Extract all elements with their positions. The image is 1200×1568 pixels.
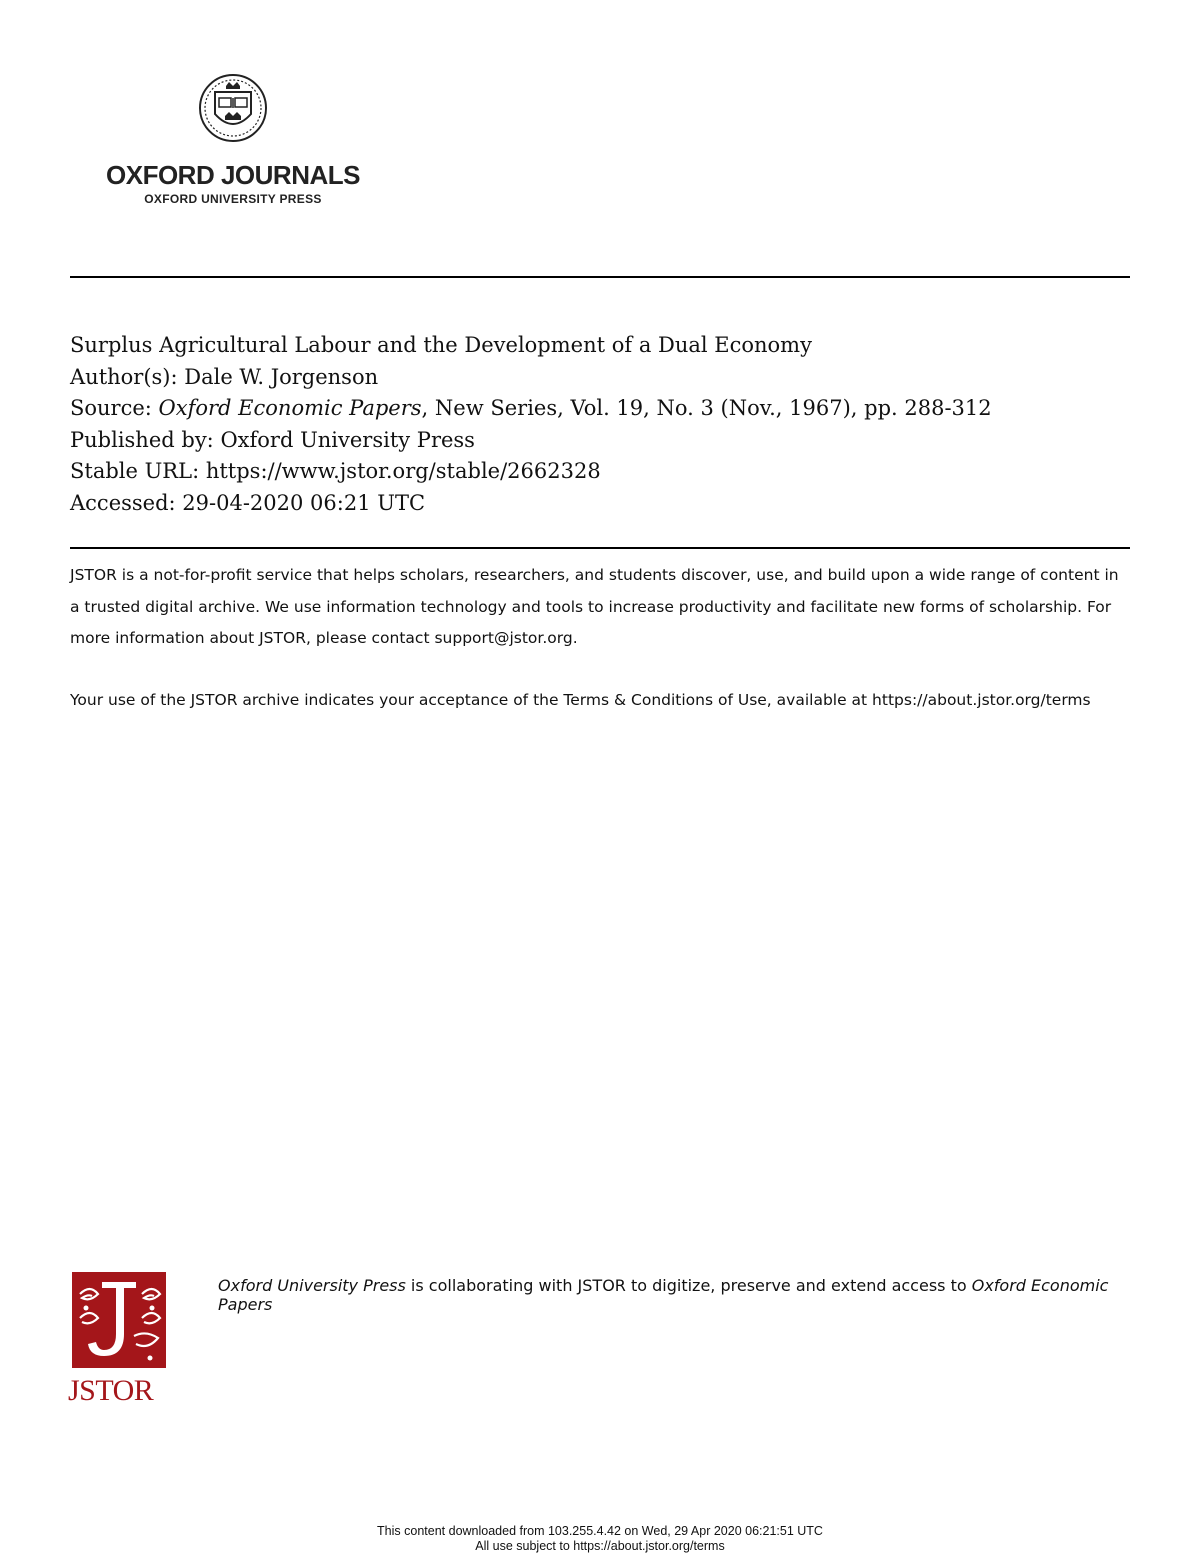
accessed-date: 29-04-2020 06:21 UTC [182,490,426,515]
divider-top [70,276,1130,278]
published-line [70,425,1130,457]
oxford-seal-icon [198,68,268,148]
jstor-logo [68,1272,168,1412]
jstor-logo-icon [72,1272,166,1368]
published-label: Published by: [70,427,221,452]
stable-url-link[interactable]: https://www.jstor.org/stable/2662328 [205,459,601,483]
footer-download-info: This content downloaded from 103.255.4.42 on Wed, 29 Apr 2020 06:21:51 UTC [377,1524,823,1538]
author-label: Author(s): [70,364,185,389]
download-footer [0,1524,1200,1554]
journal-name: Oxford Economic Papers [158,396,422,420]
accessed-label: Accessed: [70,490,183,515]
collab-journal: Oxford Economic Papers [218,1276,1109,1314]
accessed-line [70,488,1130,520]
stable-url-line [70,456,1130,488]
footer-terms: All use subject to https://about.jstor.org/terms [475,1539,725,1553]
source-details: , New Series, Vol. 19, No. 3 (Nov., 1967), pp. 288-312 [421,396,992,420]
source-label: Source: [70,396,159,420]
author-line [70,362,1130,394]
publisher-text: Oxford University Press [220,427,475,452]
citation-block [70,330,1130,519]
divider-middle [70,547,1130,549]
terms-notice-paragraph: Your use of the JSTOR archive indicates your acceptance of the Terms & Conditions of Use, available at https://about.jstor.org/terms [70,691,1091,709]
article-title: Surplus Agricultural Labour and the Development of a Dual Economy [70,333,812,357]
publisher-name: OXFORD JOURNALS [106,160,360,190]
jstor-notice-paragraph: JSTOR is a not-for-profit service that helps scholars, researchers, and students discover, use, and build upon a wide range of content in a trusted digital archive. We use information technology and tools to increase productivity and facilitate new forms of scholarship. For more information about JSTOR, please contact support@jstor.org. [70,566,1119,647]
jstor-wordmark: JSTOR [68,1374,154,1407]
collab-publisher: Oxford University Press [218,1276,406,1295]
collab-text: is collaborating with JSTOR to digitize, preserve and extend access to [405,1276,972,1295]
oxford-journals-logo [68,68,408,218]
collaboration-statement [218,1276,1118,1314]
source-line [70,393,1130,425]
author-name: Dale W. Jorgenson [184,364,379,389]
stable-url-label: Stable URL: [70,459,206,483]
publisher-subtitle: OXFORD UNIVERSITY PRESS [144,192,322,206]
